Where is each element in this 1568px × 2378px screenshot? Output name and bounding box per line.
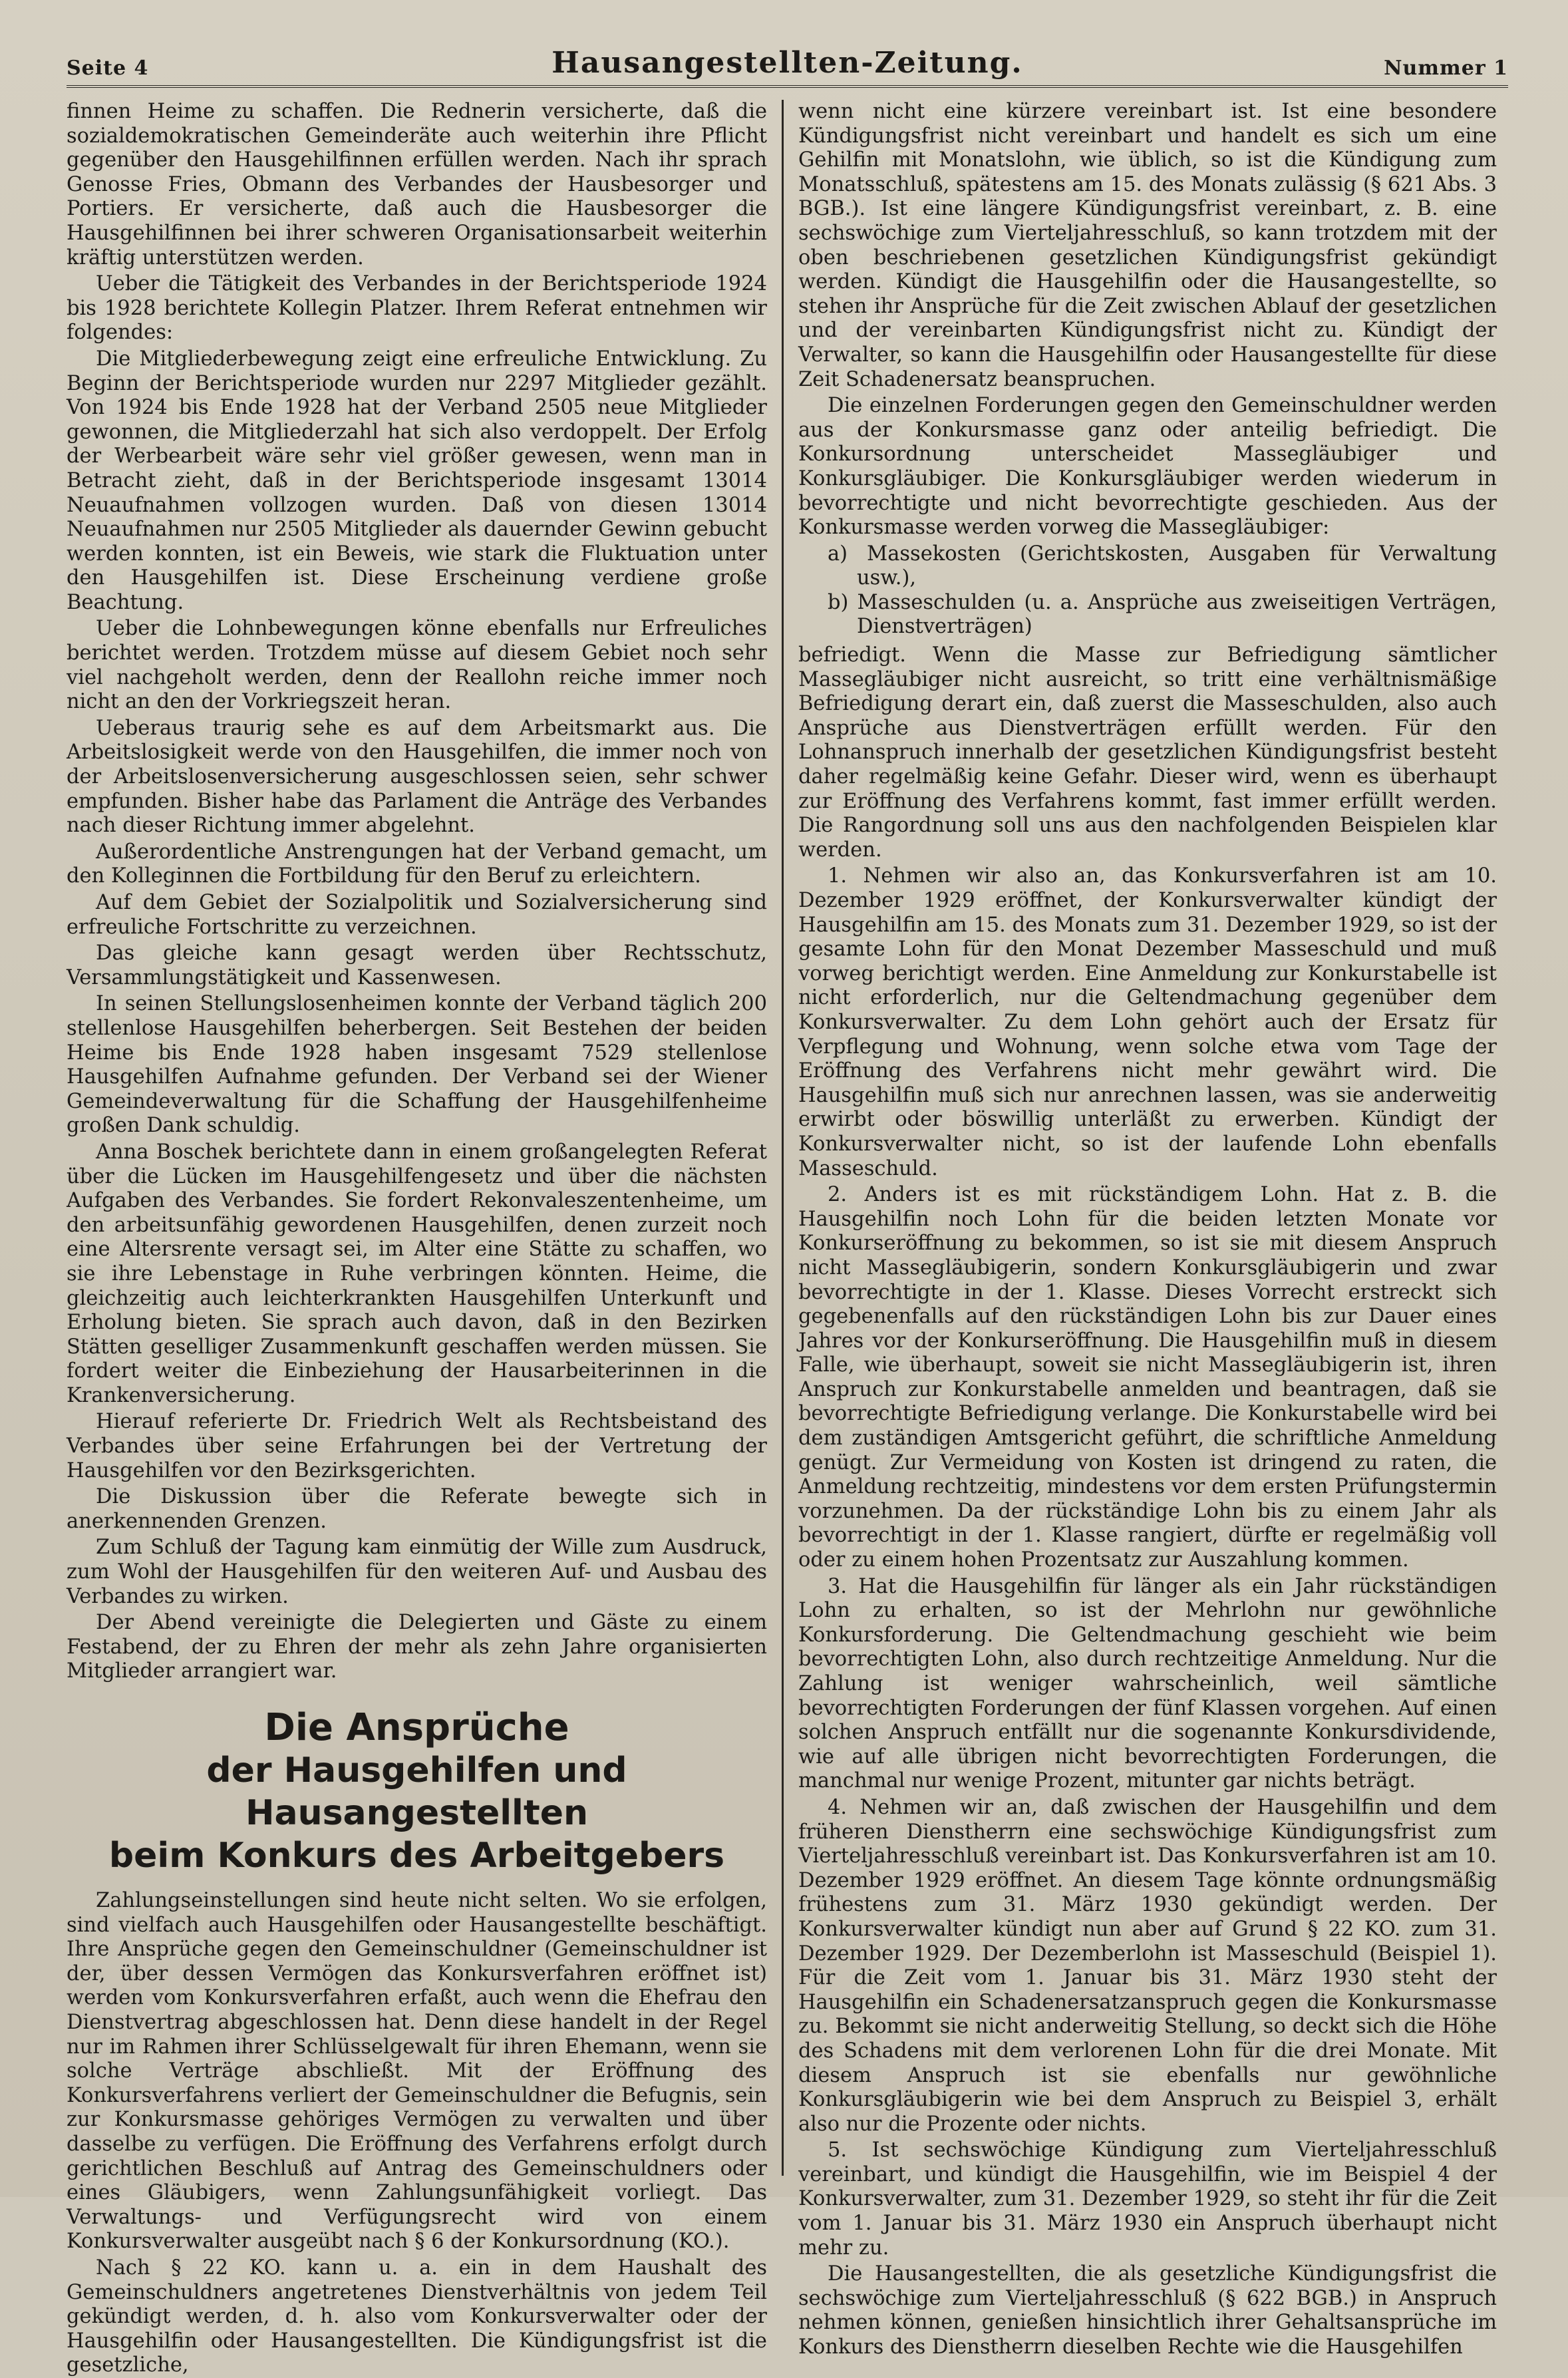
paragraph: wenn nicht eine kürzere vereinbart ist. Ist eine besondere Kündigungsfrist nicht vereinbart und handelt es sich um eine Gehilfin mit Monatslohn, wie üblich, so ist die Kündigung zum Monatsschluß, spätestens am 15. des Monats zulässig (§ 621 Abs. 3 BGB.). Ist eine längere Kündigungsfrist vereinbart, z. B. eine sechswöchige zum Vierteljahresschluß, so kann trotzdem mit der oben beschriebenen gesetzlichen Kündigungsfrist gekündigt werden. Kündigt die Hausgehilfin oder die Hausangestellte, so stehen ihr Ansprüche für die Zeit zwischen Ablauf der gesetzlichen und der vereinbarten Kündigungsfrist nicht zu. Kündigt der Verwalter, so kann die Hausgehilfin oder Hausangestellte für diese Zeit Schadenersatz beanspruchen. <box>798 100 1497 391</box>
article-paragraph: Nach § 22 KO. kann u. a. ein in dem Haushalt des Gemeinschuldners angetretenes Dienstverhältnis von jedem Teil gekündigt werden, d. h. also vom Konkursverwalter oder der Hausgehilfin oder Hausangestellten. Die Kündigungsfrist ist die gesetzliche, <box>67 2256 767 2377</box>
page-header <box>67 40 1508 88</box>
paragraph: Anna Boschek berichtete dann in einem großangelegten Referat über die Lücken im Hausgehilfengesetz und über die nächsten Aufgaben des Verbandes. Sie fordert Rekonvaleszentenheime, um den arbeitsunfähig gewordenen Hausgehilfen, denen zurzeit noch eine Altersrente versagt sei, im Alter eine Stätte zu schaffen, wo sie ihre Lebenstage in Ruhe verbringen könnten. Heime, die gleichzeitig auch leichterkrankten Hausgehilfen Unterkunft und Erholung bieten. Sie sprach auch davon, daß in den Bezirken Stätten geselliger Zusammenkunft geschaffen werden müssen. Sie fordert weiter die Einbeziehung der Hausarbeiterinnen in die Krankenversicherung. <box>67 1140 767 1407</box>
issue-number: Nummer 1 <box>1384 57 1508 80</box>
article-headline <box>67 1707 767 1877</box>
list-item: b) Masseschulden (u. a. Ansprüche aus zweiseitigen Verträgen, Dienstverträgen) <box>828 590 1497 639</box>
list-item: a) Massekosten (Gerichtskosten, Ausgaben für Verwaltung usw.), <box>828 542 1497 590</box>
paragraph: Ueber die Lohnbewegungen könne ebenfalls nur Erfreuliches berichtet werden. Trotzdem müsse auf diesem Gebiet noch sehr viel nachgeholt werden, denn der Reallohn reiche immer noch nicht an den der Vorkriegszeit heran. <box>67 617 767 714</box>
paragraph: Ueberaus traurig sehe es auf dem Arbeitsmarkt aus. Die Arbeitslosigkeit werde von den Hausgehilfen, die immer noch von der Arbeitslosenversicherung ausgeschlossen seien, sehr schwer empfunden. Bisher habe das Parlament die Anträge des Verbandes nach dieser Richtung immer abgelehnt. <box>67 716 767 838</box>
paragraph: In seinen Stellungslosenheimen konnte der Verband täglich 200 stellenlose Hausgehilfen beherbergen. Seit Bestehen der beiden Heime bis Ende 1928 haben insgesamt 7529 stellenlose Hausgehilfen Aufnahme gefunden. Der Verband sei der Wiener Gemeindeverwaltung für die Schaffung der Hausgehilfenheime großen Dank schuldig. <box>67 992 767 1138</box>
paragraph: Die Diskussion über die Referate bewegte sich in anerkennenden Grenzen. <box>67 1485 767 1533</box>
paragraph: Die einzelnen Forderungen gegen den Gemeinschuldner werden aus der Konkursmasse ganz oder anteilig befriedigt. Die Konkursordnung unterscheidet Massegläubiger und Konkursgläubiger. Die Konkursgläubiger werden wiederum in bevorrechtigte und nicht bevorrechtigte geschieden. Aus der Konkursmasse werden vorweg die Massegläubiger: <box>798 394 1497 540</box>
left-column <box>67 100 782 2377</box>
paragraph: Hierauf referierte Dr. Friedrich Welt als Rechtsbeistand des Verbandes über seine Erfahrungen bei der Vertretung der Hausgehilfen vor den Bezirksgerichten. <box>67 1410 767 1482</box>
paragraph: Außerordentliche Anstrengungen hat der Verband gemacht, um den Kolleginnen die Fortbildung für den Beruf zu erleichtern. <box>67 840 767 888</box>
example-paragraph: 3. Hat die Hausgehilfin für länger als ein Jahr rückständigen Lohn zu erhalten, so ist der Mehrlohn nur gewöhnliche Konkursforderung. Die Geltendmachung geschieht wie beim bevorrechtigten Lohn, also durch rechtzeitige Anmeldung. Nur die Zahlung ist weniger wahrscheinlich, weil sämtliche bevorrechtigten Forderungen der fünf Klassen vorgehen. Auf einen solchen Anspruch entfällt nur die sogenannte Konkursdividende, wie auf alle übrigen nicht bevorrechtigten Forderungen, die manchmal nur wenige Prozent, mitunter gar nichts beträgt. <box>798 1574 1497 1793</box>
paragraph: Der Abend vereinigte die Delegierten und Gäste zu einem Festabend, der zu Ehren der mehr als zehn Jahre organisierten Mitglieder arrangiert war. <box>67 1611 767 1683</box>
creditor-list <box>798 542 1497 639</box>
paragraph: Die Hausangestellten, die als gesetzliche Kündigungsfrist die sechswöchige zum Vierteljahresschluß (§ 622 BGB.) in Anspruch nehmen können, genießen hinsichtlich ihrer Gehaltsansprüche im Konkurs des Dienstherrn dieselben Rechte wie die Hausgehilfen <box>798 2262 1497 2359</box>
example-paragraph: 4. Nehmen wir an, daß zwischen der Hausgehilfin und dem früheren Dienstherrn eine sechswöchige Kündigungsfrist zum Vierteljahresschluß vereinbart ist. Das Konkursverfahren ist am 10. Dezember 1929 eröffnet. An diesem Tage könnte ordnungsmäßig frühestens zum 31. März 1930 gekündigt werden. Der Konkursverwalter kündigt nun aber auf Grund § 22 KO. zum 31. Dezember 1929. Der Dezemberlohn ist Masseschuld (Beispiel 1). Für die Zeit vom 1. Januar bis 31. März 1930 steht der Hausgehilfin ein Schadenersatzanspruch gegen die Konkursmasse zu. Bekommt sie nicht anderweitig Stellung, so deckt sich die Höhe des Schadens mit dem verlorenen Lohn für die drei Monate. Mit diesem Anspruch ist sie ebenfalls nur gewöhnliche Konkursgläubigerin wie bei dem Anspruch zu Beispiel 3, erhält also nur die Prozente oder nichts. <box>798 1795 1497 2136</box>
paragraph: finnen Heime zu schaffen. Die Rednerin versicherte, daß die sozialdemokratischen Gemeinderäte auch weiterhin ihre Pflicht gegenüber den Hausgehilfinnen erfüllen werden. Nach ihr sprach Genosse Fries, Obmann des Verbandes der Hausbesorger und Portiers. Er versicherte, daß auch die Hausbesorger die Hausgehilfinnen bei ihrer schweren Organisationsarbeit weiterhin kräftig unterstützen werden. <box>67 100 767 269</box>
paragraph: Zum Schluß der Tagung kam einmütig der Wille zum Ausdruck, zum Wohl der Hausgehilfen für den weiteren Auf- und Ausbau des Verbandes zu wirken. <box>67 1536 767 1608</box>
paragraph: befriedigt. Wenn die Masse zur Befriedigung sämtlicher Massegläubiger nicht ausreicht, so tritt eine verhältnismäßige Befriedigung derart ein, daß zuerst die Masseschulden, also auch Ansprüche aus Dienstverträgen erfüllt werden. Für den Lohnanspruch innerhalb der gesetzlichen Kündigungsfrist besteht daher regelmäßig keine Gefahr. Dieser wird, wenn es überhaupt zur Eröffnung des Verfahrens kommt, fast immer erfüllt werden. Die Rangordnung soll uns aus den nachfolgenden Beispielen klar werden. <box>798 643 1497 862</box>
paragraph: Die Mitgliederbewegung zeigt eine erfreuliche Entwicklung. Zu Beginn der Berichtsperiode wurden nur 2297 Mitglieder gezählt. Von 1924 bis Ende 1928 hat der Verband 2505 neue Mitglieder gewonnen, die Mitgliederzahl hat sich also verdoppelt. Der Erfolg der Werbearbeit wäre sehr viel größer gewesen, wenn man in Betracht zieht, daß in der Berichtsperiode insgesamt 13014 Neuaufnahmen vollzogen wurden. Daß von diesen 13014 Neuaufnahmen nur 2505 Mitglieder als dauernder Gewinn gebucht werden konnten, ist ein Beweis, wie stark die Fluktuation unter den Hausgehilfen ist. Diese Erscheinung verdiene große Beachtung. <box>67 347 767 614</box>
newspaper-title: Hausangestellten-Zeitung. <box>551 46 1023 80</box>
example-paragraph: 2. Anders ist es mit rückständigem Lohn. Hat z. B. die Hausgehilfin noch Lohn für die beiden letzten Monate vor Konkurseröffnung zu bekommen, so ist sie mit diesem Anspruch nicht Massegläubigerin, sondern Konkursgläubigerin und zwar bevorrechtigte in der 1. Klasse. Dieses Vorrecht erstreckt sich gegebenenfalls auf den rückständigen Lohn bis zur Dauer eines Jahres vor der Konkurseröffnung. Die Hausgehilfin muß in diesem Falle, wie überhaupt, soweit sie nicht Massegläubigerin ist, ihren Anspruch zur Konkurstabelle anmelden und beantragen, daß sie bevorrechtigte Befriedigung verlange. Die Konkurstabelle wird bei dem zuständigen Amtsgericht geführt, die schriftliche Anmeldung genügt. Zur Vermeidung von Kosten ist dringend zu raten, die Anmeldung rechtzeitig, mindestens vor dem ersten Prüfungstermin vorzunehmen. Da der rückständige Lohn bis zu einem Jahr als bevorrechtigt in der 1. Klasse rangiert, dürfte er regelmäßig voll oder zu einem hohen Prozentsatz zur Auszahlung kommen. <box>798 1183 1497 1572</box>
right-column <box>782 100 1497 2359</box>
article-paragraph: Zahlungseinstellungen sind heute nicht selten. Wo sie erfolgen, sind vielfach auch Hausgehilfen oder Hausangestellte beschäftigt. Ihre Ansprüche gegen den Gemeinschuldner (Gemeinschuldner ist der, über dessen Vermögen das Konkursverfahren eröffnet ist) werden vom Konkursverfahren erfaßt, auch wenn die Ehefrau den Dienstvertrag abgeschlossen hat. Denn diese handelt in der Regel nur im Rahmen ihrer Schlüsselgewalt für ihren Ehemann, wenn sie solche Verträge abschließt. Mit der Eröffnung des Konkursverfahrens verliert der Gemeinschuldner die Befugnis, sein zur Konkursmasse gehöriges Vermögen zu verwalten und über dasselbe zu verfügen. Die Eröffnung des Verfahrens erfolgt durch gerichtlichen Beschluß auf Antrag des Gemeinschuldners oder eines Gläubigers, wenn Zahlungsunfähigkeit vorliegt. Das Verwaltungs- und Verfügungsrecht wird von einem Konkursverwalter ausgeübt nach § 6 der Konkursordnung (KO.). <box>67 1889 767 2254</box>
headline-line-2: der Hausgehilfen und Hausangestellten <box>206 1751 627 1833</box>
paragraph: Ueber die Tätigkeit des Verbandes in der Berichtsperiode 1924 bis 1928 berichtete Kollegin Platzer. Ihrem Referat entnehmen wir folgendes: <box>67 272 767 345</box>
example-paragraph: 1. Nehmen wir also an, das Konkursverfahren ist am 10. Dezember 1929 eröffnet, der Konkursverwalter kündigt der Hausgehilfin am 15. des Monats zum 31. Dezember 1929, so ist der gesamte Lohn für den Monat Dezember Masseschuld und muß vorweg berichtigt werden. Eine Anmeldung zur Konkurstabelle ist nicht erforderlich, nur die Geltendmachung gegenüber dem Konkursverwalter. Zu dem Lohn gehört auch der Ersatz für Verpflegung und Wohnung, wenn solche etwa vom Tage der Eröffnung des Verfahrens nicht mehr gewährt wird. Die Hausgehilfin muß sich nur anrechnen lassen, was sie anderweitig erwirbt oder böswillig unterläßt zu erwerben. Kündigt der Konkursverwalter nicht, so ist der laufende Lohn ebenfalls Masseschuld. <box>798 864 1497 1180</box>
page-number: Seite 4 <box>67 57 149 80</box>
headline-line-3: beim Konkurs des Arbeitgebers <box>108 1836 725 1876</box>
paragraph: Auf dem Gebiet der Sozialpolitik und Sozialversicherung sind erfreuliche Fortschritte zu verzeichnen. <box>67 891 767 939</box>
example-paragraph: 5. Ist sechswöchige Kündigung zum Vierteljahresschluß vereinbart, und kündigt die Hausgehilfin, wie im Beispiel 4 der Konkursverwalter, zum 31. Dezember 1929, so steht ihr für die Zeit vom 1. Januar bis 31. März 1930 ein Anspruch überhaupt nicht mehr zu. <box>798 2138 1497 2260</box>
text-columns <box>67 100 1508 2377</box>
paragraph: Das gleiche kann gesagt werden über Rechtsschutz, Versammlungstätigkeit und Kassenwesen. <box>67 941 767 989</box>
headline-line-1: Die Ansprüche <box>264 1706 569 1749</box>
